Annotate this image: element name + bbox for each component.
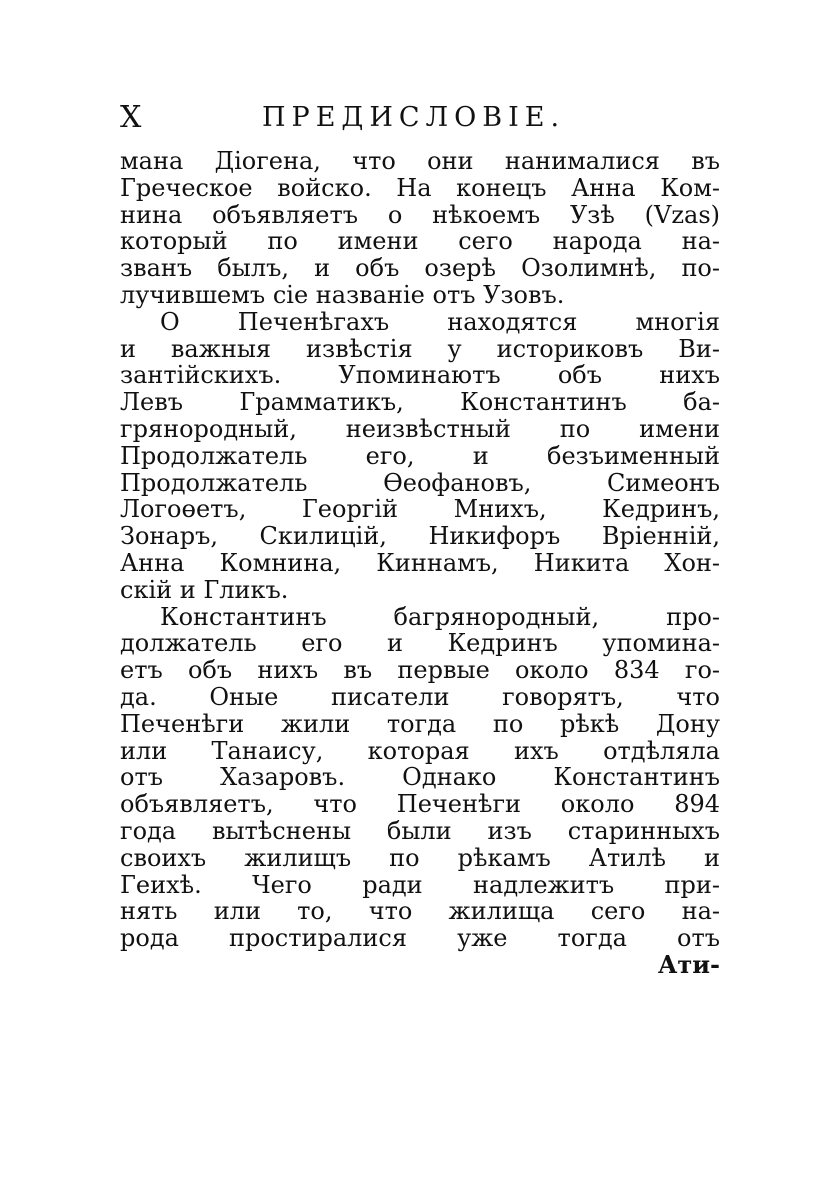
text-line: рода простиралися уже тогда отъ: [120, 924, 720, 953]
text-line: и важныя извѣстія у историковъ Ви-: [120, 334, 720, 363]
text-line: который по имени сего народа на-: [120, 227, 720, 256]
text-line: Левъ Грамматикъ, Константинъ ба-: [120, 388, 720, 417]
text-line: Греческое войско. На конецъ Анна Ком-: [120, 173, 720, 202]
page-header: [120, 100, 590, 140]
text-line: объявляетъ, что Печенѣги около 894: [120, 790, 720, 819]
text-line: Геихѣ. Чего ради надлежитъ при-: [120, 870, 720, 899]
text-line: Анна Комнина, Киннамъ, Никита Хон-: [120, 548, 720, 577]
text-line: Продолжатель Өеофановъ, Симеонъ: [120, 468, 720, 497]
body-text: [120, 148, 720, 979]
text-line: Зонаръ, Скилицій, Никифоръ Вріенній,: [120, 522, 720, 551]
text-line: своихъ жилищъ по рѣкамъ Атилѣ и: [120, 843, 720, 872]
text-line: зантійскихъ. Упоминаютъ объ нихъ: [120, 361, 720, 390]
text-line: Печенѣги жили тогда по рѣкѣ Дону: [120, 709, 720, 738]
text-line: лучившемъ сіе названіе отъ Узовъ.: [120, 280, 565, 309]
text-line: отъ Хазаровъ. Однако Константинъ: [120, 763, 720, 792]
text-line: или Танаису, которая ихъ отдѣляла: [120, 736, 720, 765]
page-number: X: [120, 100, 143, 135]
text-line: званъ былъ, и объ озерѣ Озолимнѣ, по-: [120, 254, 720, 283]
text-line: О Печенѣгахъ находятся многія: [160, 307, 720, 336]
text-line: да. Оные писатели говорятъ, что: [120, 682, 720, 711]
text-line: нять или то, что жилища сего на-: [120, 897, 720, 926]
text-line: скій и Гликъ.: [120, 575, 289, 604]
text-line: Продолжатель его, и безъименный: [120, 441, 720, 470]
text-line: Константинъ багрянородный, про-: [160, 602, 720, 631]
catchword: Ати-: [657, 949, 720, 979]
text-line: должатель его и Кедринъ упомина-: [120, 629, 720, 658]
running-title: ПРЕДИСЛОВІЕ.: [262, 102, 566, 133]
text-line: етъ объ нихъ въ первые около 834 го-: [120, 656, 720, 685]
text-line: Логоөетъ, Георгій Мнихъ, Кедринъ,: [120, 495, 720, 524]
text-line: нина объявляетъ о нѣкоемъ Узѣ (Vzas): [120, 200, 720, 229]
text-line: грянородный, неизвѣстный по имени: [120, 414, 720, 443]
text-line: мана Діогена, что они нанималися въ: [120, 147, 720, 175]
text-line: года вытѣснены были изъ старинныхъ: [120, 816, 720, 845]
